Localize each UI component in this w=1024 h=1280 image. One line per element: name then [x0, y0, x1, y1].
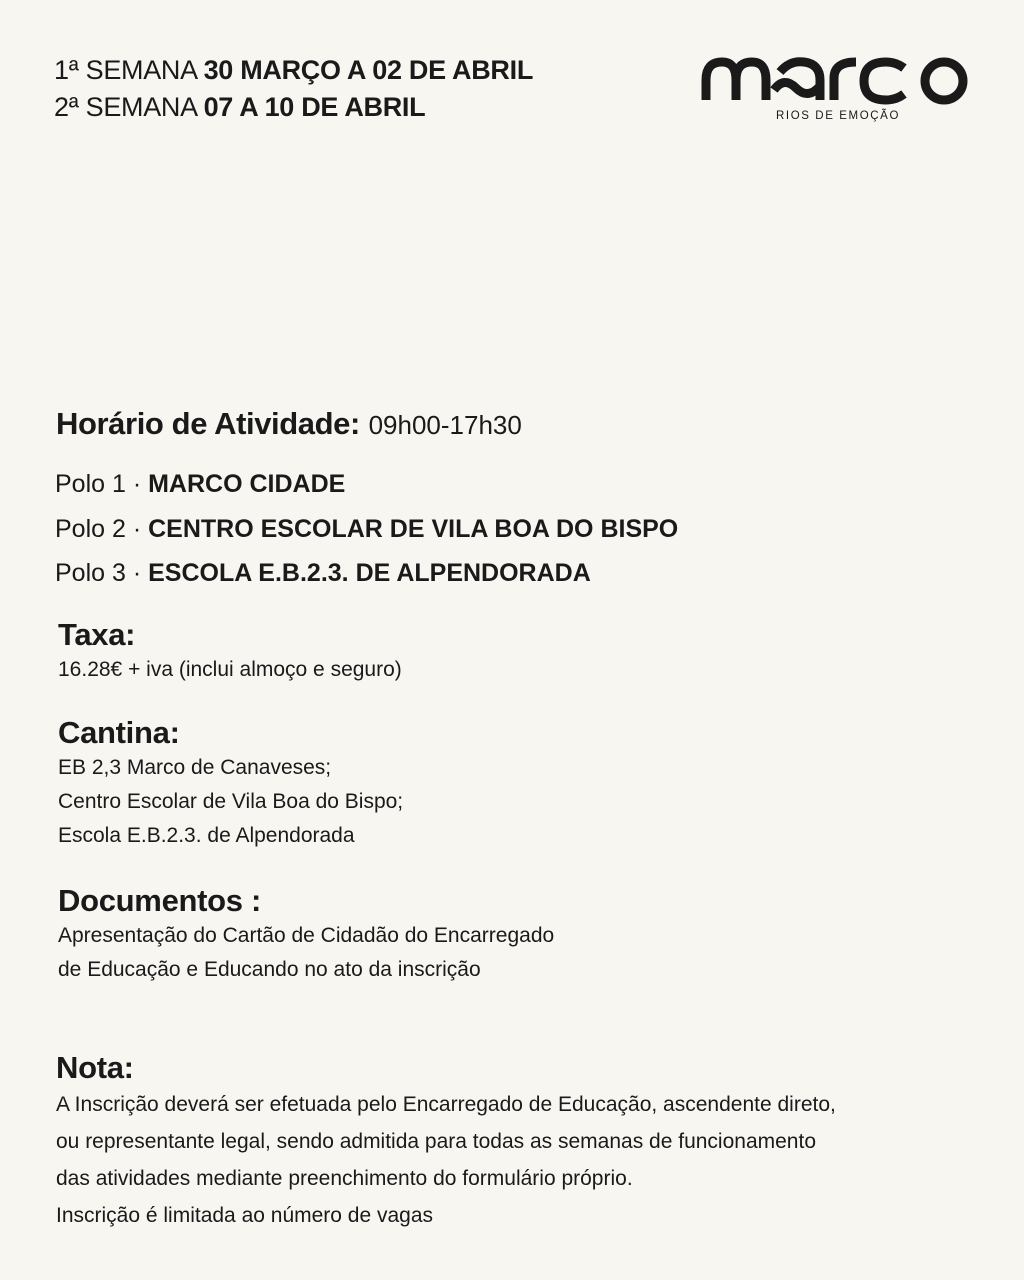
week-1-prefix: 1ª SEMANA: [54, 55, 204, 85]
note-line: das atividades mediante preenchimento do formulário próprio.: [56, 1167, 633, 1190]
logo-tagline: RIOS DE EMOÇÃO: [776, 110, 900, 122]
activity-hours-value: 09h00-17h30: [368, 410, 522, 440]
polo-list: [55, 462, 678, 596]
polo-prefix: Polo 2 ·: [55, 514, 149, 543]
canteen-line: Centro Escolar de Vila Boa do Bispo;: [58, 790, 404, 813]
documents-title: Documentos :: [58, 883, 262, 918]
activity-hours: [56, 406, 522, 442]
week-2: [54, 89, 533, 126]
note-line: A Inscrição deverá ser efetuada pelo Encarregado de Educação, ascendente direto,: [56, 1093, 836, 1116]
documents-line: de Educação e Educando no ato da inscrição: [58, 958, 481, 981]
list-item: [55, 551, 678, 596]
polo-name: CENTRO ESCOLAR DE VILA BOA DO BISPO: [148, 514, 679, 543]
documents-line: Apresentação do Cartão de Cidadão do Encarregado: [58, 924, 555, 947]
polo-prefix: Polo 3 ·: [55, 559, 149, 587]
polo-name: MARCO CIDADE: [148, 470, 346, 498]
week-dates: [54, 52, 533, 126]
note-section: [56, 1050, 836, 1234]
documents-section: [58, 883, 554, 987]
canteen-line: Escola E.B.2.3. de Alpendorada: [58, 824, 355, 847]
note-title: Nota:: [56, 1050, 134, 1085]
canteen-title: Cantina:: [58, 715, 180, 750]
fee-section: [58, 617, 402, 687]
marco-logo: [700, 50, 976, 130]
list-item: [55, 507, 678, 552]
note-line: ou representante legal, sendo admitida para todas as semanas de funcionamento: [56, 1130, 816, 1153]
week-1: [54, 52, 533, 89]
note-line: Inscrição é limitada ao número de vagas: [56, 1204, 434, 1227]
week-1-dates: 30 MARÇO A 02 DE ABRIL: [203, 55, 534, 85]
fee-title: Taxa:: [58, 617, 136, 652]
week-2-dates: 07 A 10 DE ABRIL: [203, 92, 426, 122]
activity-hours-label: Horário de Atividade:: [56, 406, 360, 441]
canteen-section: [58, 715, 403, 853]
fee-text: 16.28€ + iva (inclui almoço e seguro): [58, 658, 402, 681]
list-item: [55, 462, 678, 507]
canteen-line: EB 2,3 Marco de Canaveses;: [58, 756, 332, 779]
polo-name: ESCOLA E.B.2.3. DE ALPENDORADA: [148, 559, 591, 587]
polo-prefix: Polo 1 ·: [55, 470, 149, 498]
week-2-prefix: 2ª SEMANA: [54, 92, 204, 122]
marco-wordmark-logo: [700, 50, 976, 106]
